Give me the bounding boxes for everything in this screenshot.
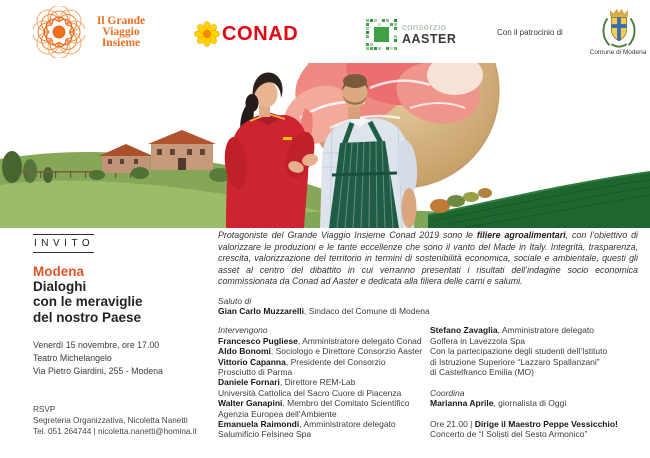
text-segment: Concerto de “I Solisti del Sesto Armonico”: [430, 429, 588, 440]
event-datetime-venue: [33, 339, 211, 378]
event-city: Modena: [33, 264, 85, 279]
text-line: Via Pietro Giardini, 255 - Modena: [33, 365, 163, 376]
conad-flower-icon: [194, 21, 220, 47]
text-line: [218, 429, 430, 439]
il-grande-viaggio-insieme-logo: [33, 6, 152, 58]
text-segment: Agenzia Europea dell’Ambiente: [218, 408, 337, 419]
text-segment: , Amministratore delegato Conad: [297, 335, 422, 346]
text-segment: Dirige il Maestro Peppe Vessicchio!: [474, 418, 618, 429]
text-segment: di Istruzione Superiore “Lazzaro Spallanzani”: [430, 356, 600, 367]
speakers-column-right: [430, 325, 638, 439]
text-line: [218, 336, 430, 346]
text-segment: Intervengono: [218, 325, 268, 336]
text-line: Dialoghi: [33, 279, 87, 295]
conad-logo: [194, 21, 298, 47]
text-line: Il Grande: [96, 14, 146, 27]
text-line: [218, 377, 430, 387]
text-line: [430, 367, 638, 377]
consorzio-aaster-logo: [366, 19, 456, 50]
hero-photo-illustration: [0, 63, 650, 228]
text-segment: , Direttore REM-Lab: [279, 377, 356, 388]
text-line: [430, 409, 638, 419]
text-segment: Gian Carlo Muzzarelli: [218, 305, 304, 316]
text-line: del nostro Paese: [33, 309, 142, 325]
text-line: [218, 306, 638, 316]
text-line: Tel. 051 264744 | nicoletta.nanetti@homina.it: [33, 427, 197, 436]
comune-di-modena-caption: Comune di Modena: [589, 49, 647, 56]
text-line: [218, 346, 430, 356]
text-segment: Walter Ganapini: [218, 398, 283, 409]
text-line: [430, 357, 638, 367]
text-segment: Protagoniste del Grande Viaggio Insieme Conad 2019 sono le: [218, 230, 477, 240]
text-line: [218, 388, 430, 398]
text-line: [430, 325, 638, 335]
aaster-mosaic-icon: [366, 19, 397, 50]
text-segment: Marianna Aprile: [430, 398, 494, 409]
text-line: [218, 409, 430, 419]
text-line: Venerdì 15 novembre, ore 17.00: [33, 339, 160, 350]
text-segment: , Amministratore delegato: [497, 325, 594, 336]
viaggio-logo-text: [90, 16, 152, 49]
text-line: Viaggio: [102, 25, 140, 38]
viaggio-flower-icon: [33, 6, 85, 58]
text-segment: Coordina: [430, 387, 465, 398]
text-segment: Golfera in Lavezzola Spa: [430, 335, 525, 346]
text-segment: Università Cattolica del Sacro Cuore di Piacenza: [218, 387, 402, 398]
rsvp-block: [33, 404, 197, 437]
text-line: [430, 377, 638, 387]
text-line: [218, 398, 430, 408]
text-line: [430, 336, 638, 346]
text-line: [218, 367, 430, 377]
text-segment: Salumificio Felsineo Spa: [218, 429, 312, 440]
event-info-column: [33, 233, 211, 378]
invito-label: INVITO: [33, 234, 94, 253]
text-segment: Francesco Pugliese: [218, 335, 298, 346]
text-line: [218, 296, 638, 306]
comune-di-modena-crest: [597, 5, 641, 54]
text-segment: , Membro del Comitato Scientifico: [282, 398, 410, 409]
text-segment: , con l’obiettivo di valorizzare le produzioni e le tante eccellenze che sono il vanto del Made in Italy. Integrità, trasparenza, crescita, valorizzazione del territorio in termini di sostenibilità economica, sociale e ambientale, questi gli asset al centro del dibattito in cui verranno presentati i risultati dell’indagine socio economica commissionata da Conad ad Aaster e dedicata alla filiera delle carni e salumi.: [218, 230, 638, 286]
text-segment: Ore 21.00 |: [430, 418, 475, 429]
text-segment: Aldo Bonomi: [218, 346, 271, 357]
aaster-logo-text: [402, 23, 456, 46]
text-segment: Vittorio Capanna: [218, 356, 286, 367]
text-segment: Stefano Zavaglia: [430, 325, 498, 336]
patrocinio-label: Con il patrocinio di: [497, 28, 563, 37]
text-segment: , giornalista di Oggi: [493, 398, 567, 409]
text-segment: di Castelfranco Emilia (MO): [430, 366, 534, 377]
comune-di-modena-crest-icon: [597, 5, 641, 49]
text-line: RSVP: [33, 405, 56, 414]
text-line: [218, 357, 430, 367]
text-line: [218, 325, 430, 335]
hero-photo: [0, 63, 650, 228]
program-block: [218, 230, 638, 440]
text-line: [430, 429, 638, 439]
conad-wordmark: CONAD: [222, 22, 299, 45]
intro-paragraph: [218, 230, 638, 288]
speakers-column-left: [218, 325, 430, 439]
event-title: [33, 279, 211, 325]
text-segment: Daniele Fornari: [218, 377, 280, 388]
text-line: con le meraviglie: [33, 294, 143, 310]
text-segment: Con la partecipazione degli studenti dell’Istituto: [430, 346, 608, 357]
text-line: [430, 419, 638, 429]
vineyard-field: [428, 172, 650, 228]
text-line: Segreteria Organizzativa, Nicoletta Nanetti: [33, 416, 188, 425]
text-segment: filiere agroalimentari: [476, 230, 566, 240]
text-line: [430, 398, 638, 408]
text-segment: Saluto di: [218, 295, 252, 306]
text-line: [218, 419, 430, 429]
aaster-wordmark: AASTER: [402, 32, 457, 46]
speakers-columns: [218, 325, 638, 439]
text-line: Teatro Michelangelo: [33, 352, 112, 363]
text-segment: Prosciutto di Parma: [218, 366, 293, 377]
text-line: [430, 388, 638, 398]
saluto-section: [218, 296, 638, 317]
text-segment: , Presidente del Consorzio: [285, 356, 386, 367]
text-segment: , Amministratore delegato: [299, 418, 396, 429]
aaster-consorzio-label: consorzio: [402, 22, 447, 33]
text-segment: , Sociologo e Direttore Consorzio Aaster: [270, 346, 423, 357]
text-segment: , Sindaco del Comune di Modena: [303, 305, 430, 316]
text-segment: Emanuela Raimondi: [218, 418, 300, 429]
text-line: Insieme: [101, 36, 141, 49]
text-line: [430, 346, 638, 356]
